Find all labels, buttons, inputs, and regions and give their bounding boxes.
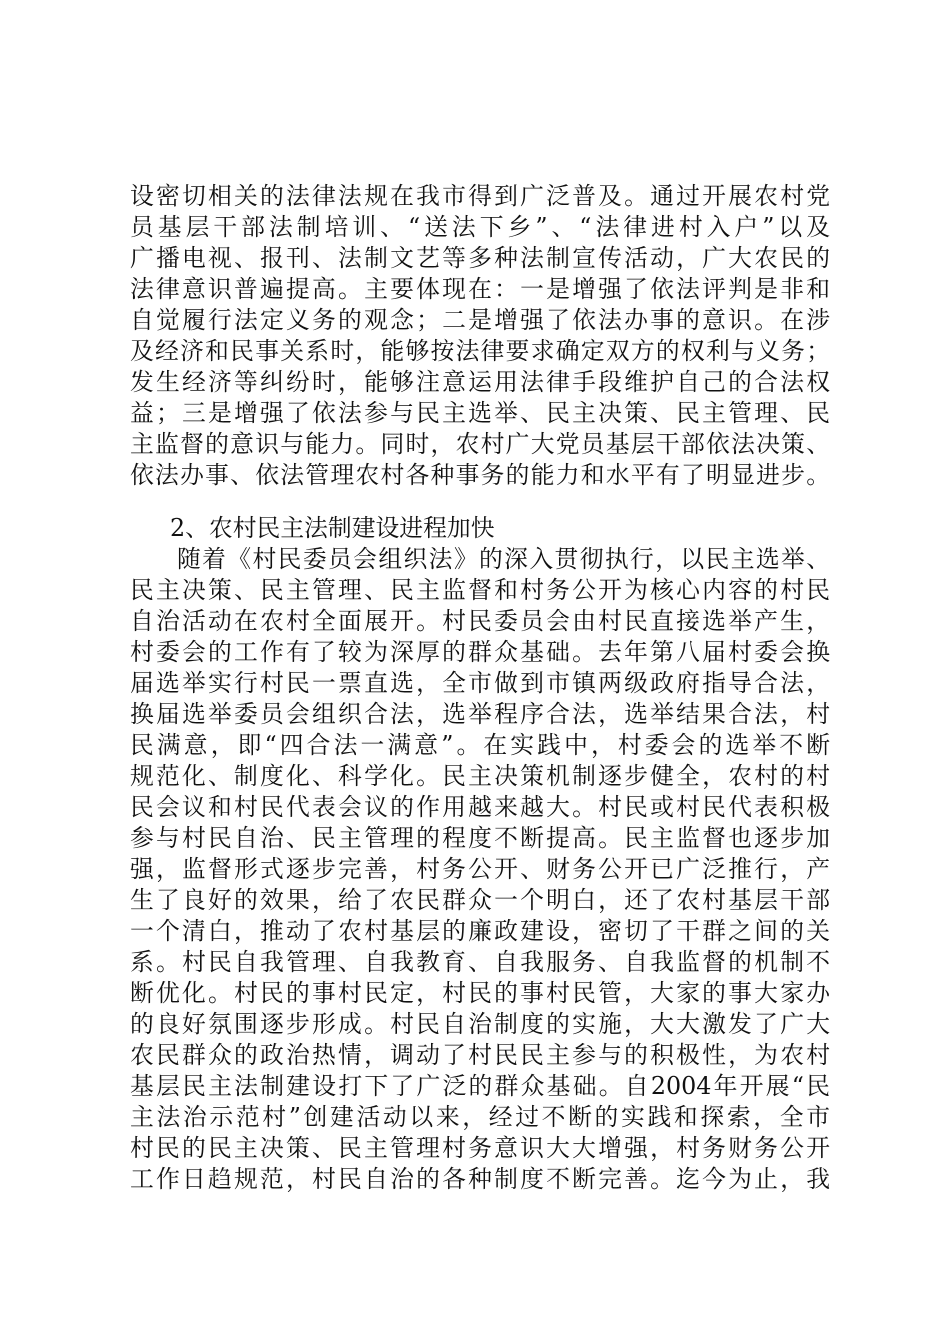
text-line: 民满意，即“四合法一满意”。在实践中，村委会的选举不断 <box>130 731 830 759</box>
text-line: 一个清白，推动了农村基层的廉政建设，密切了干群之间的关 <box>130 917 830 945</box>
text-line: 换届选举委员会组织合法，选举程序合法，选举结果合法，村 <box>130 700 830 728</box>
section-heading: 2、农村民主法制建设进程加快 <box>170 514 495 542</box>
text-line: 员基层干部法制培训、“送法下乡”、“法律进村入户”以及 <box>130 213 830 241</box>
text-line: 农民群众的政治热情，调动了村民民主参与的积极性，为农村 <box>130 1041 830 1069</box>
text-line: 的良好氛围逐步形成。村民自治制度的实施，大大激发了广大 <box>130 1010 830 1038</box>
text-line: 依法办事、依法管理农村各种事务的能力和水平有了明显进步。 <box>130 461 830 489</box>
text-line: 系。村民自我管理、自我教育、自我服务、自我监督的机制不 <box>130 948 830 976</box>
text-line: 工作日趋规范，村民自治的各种制度不断完善。迄今为止，我 <box>130 1165 830 1193</box>
text-line: 主法治示范村”创建活动以来，经过不断的实践和探索，全市 <box>130 1103 830 1131</box>
text-line: 随着《村民委员会组织法》的深入贯彻执行，以民主选举、 <box>177 545 830 573</box>
text-line: 规范化、制度化、科学化。民主决策机制逐步健全，农村的村 <box>130 762 830 790</box>
text-line: 法律意识普遍提高。主要体现在：一是增强了依法评判是非和 <box>130 275 830 303</box>
text-line: 村委会的工作有了较为深厚的群众基础。去年第八届村委会换 <box>130 638 830 666</box>
text-line: 生了良好的效果，给了农民群众一个明白，还了农村基层干部 <box>130 886 830 914</box>
text-line: 及经济和民事关系时，能够按法律要求确定双方的权利与义务； <box>130 337 830 365</box>
text-line: 断优化。村民的事村民定，村民的事村民管，大家的事大家办 <box>130 979 830 1007</box>
text-line: 主监督的意识与能力。同时，农村广大党员基层干部依法决策、 <box>130 430 830 458</box>
text-line: 民会议和村民代表会议的作用越来越大。村民或村民代表积极 <box>130 793 830 821</box>
text-line: 届选举实行村民一票直选，全市做到市镇两级政府指导合法， <box>130 669 830 697</box>
text-line: 发生经济等纠纷时，能够注意运用法律手段维护自己的合法权 <box>130 368 830 396</box>
text-line: 强，监督形式逐步完善，村务公开、财务公开已广泛推行，产 <box>130 855 830 883</box>
text-line: 自觉履行法定义务的观念；二是增强了依法办事的意识。在涉 <box>130 306 830 334</box>
text-line: 广播电视、报刊、法制文艺等多种法制宣传活动，广大农民的 <box>130 244 830 272</box>
text-line: 益；三是增强了依法参与民主选举、民主决策、民主管理、民 <box>130 399 830 427</box>
text-line: 自治活动在农村全面展开。村民委员会由村民直接选举产生， <box>130 607 830 635</box>
text-line: 参与村民自治、民主管理的程度不断提高。民主监督也逐步加 <box>130 824 830 852</box>
text-line: 基层民主法制建设打下了广泛的群众基础。自2004年开展“民 <box>130 1072 830 1100</box>
text-line: 民主决策、民主管理、民主监督和村务公开为核心内容的村民 <box>130 576 830 604</box>
text-line: 设密切相关的法律法规在我市得到广泛普及。通过开展农村党 <box>130 182 830 210</box>
text-line: 村民的民主决策、民主管理村务意识大大增强，村务财务公开 <box>130 1134 830 1162</box>
